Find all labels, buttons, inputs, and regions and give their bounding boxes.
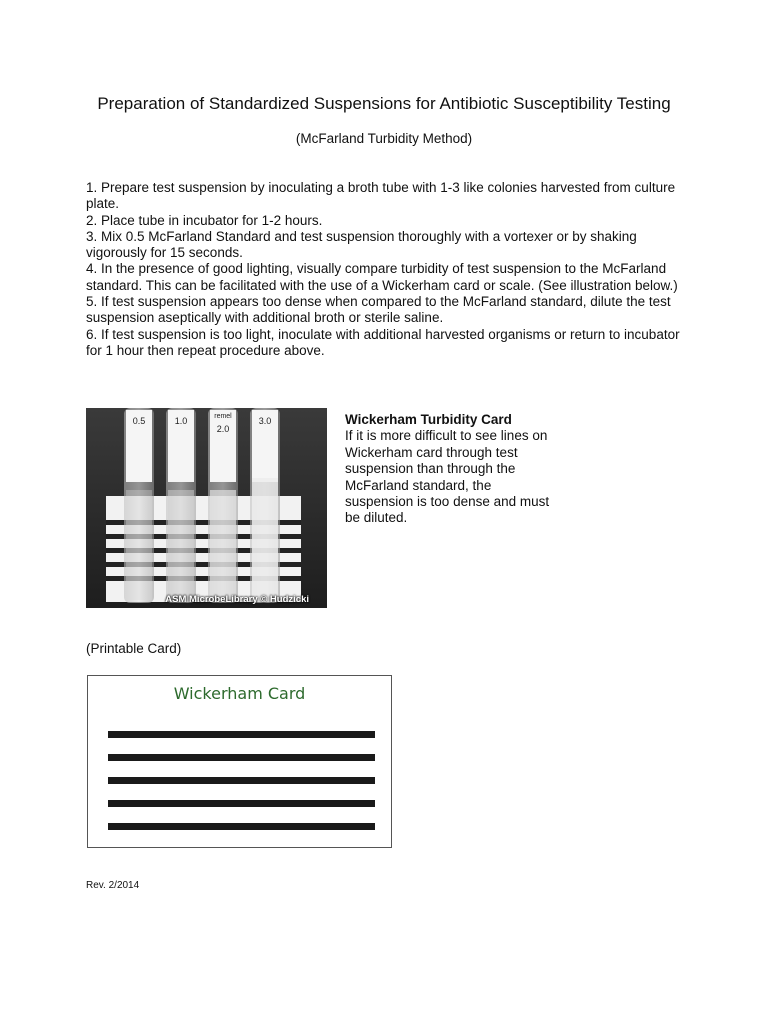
document-title: Preparation of Standardized Suspensions for Antibiotic Susceptibility Testing <box>97 94 671 113</box>
card-title: Wickerham Card <box>173 684 306 703</box>
caption-title: Wickerham Turbidity Card <box>345 412 512 427</box>
tubes-illustration <box>86 408 327 608</box>
tube-label: 3.0 <box>258 416 272 426</box>
tube-1-0 <box>166 408 196 603</box>
tube-0-5 <box>124 408 154 603</box>
wickerham-card <box>87 675 392 848</box>
card-line <box>108 800 375 807</box>
card-line <box>108 754 375 761</box>
tube-brand: remel <box>214 413 232 420</box>
tube-label: 1.0 <box>174 416 188 426</box>
tube-2-0 <box>208 408 238 603</box>
card-line <box>108 823 375 830</box>
revision-note: Rev. 2/2014 <box>86 880 140 891</box>
step-item: 3. Mix 0.5 McFarland Standard and test suspension thoroughly with a vortexer or by shaking vigorously for 15 seconds. <box>86 228 637 261</box>
step-item: 2. Place tube in incubator for 1-2 hours. <box>86 212 323 228</box>
photo-credit: ASM MicrobeLibrary © Hudzicki <box>165 594 309 605</box>
mcfarland-tubes-photo <box>86 408 327 608</box>
printable-card-label: (Printable Card) <box>86 641 182 656</box>
tube-label: 0.5 <box>132 416 146 426</box>
step-item: 6. If test suspension is too light, inoculate with additional harvested organisms or return to incubator for 1 hour then repeat procedure above. <box>86 326 680 358</box>
document-subtitle: (McFarland Turbidity Method) <box>295 131 473 146</box>
tube-label: 2.0 <box>216 424 230 434</box>
step-item: 5. If test suspension appears too dense when compared to the McFarland standard, dilute the test suspension aseptically with additional broth or sterile saline. <box>86 294 671 326</box>
step-item: 1. Prepare test suspension by inoculating a broth tube with 1-3 like colonies harvested from culture plate. <box>86 180 676 212</box>
procedure-steps <box>86 180 686 359</box>
step-item: 4. In the presence of good lighting, visually compare turbidity of test suspension to the McFarland standard. This can be facilitated with the use of a Wickerham card or scale. (See illustration below.) <box>86 261 678 293</box>
photo-caption <box>345 412 555 527</box>
card-line <box>108 777 375 784</box>
card-line <box>108 731 375 738</box>
tube-3-0 <box>250 408 280 603</box>
caption-text: If it is more difficult to see lines on Wickerham card through test suspension than through the McFarland standard, the suspension is too dense and must be diluted. <box>345 428 550 526</box>
